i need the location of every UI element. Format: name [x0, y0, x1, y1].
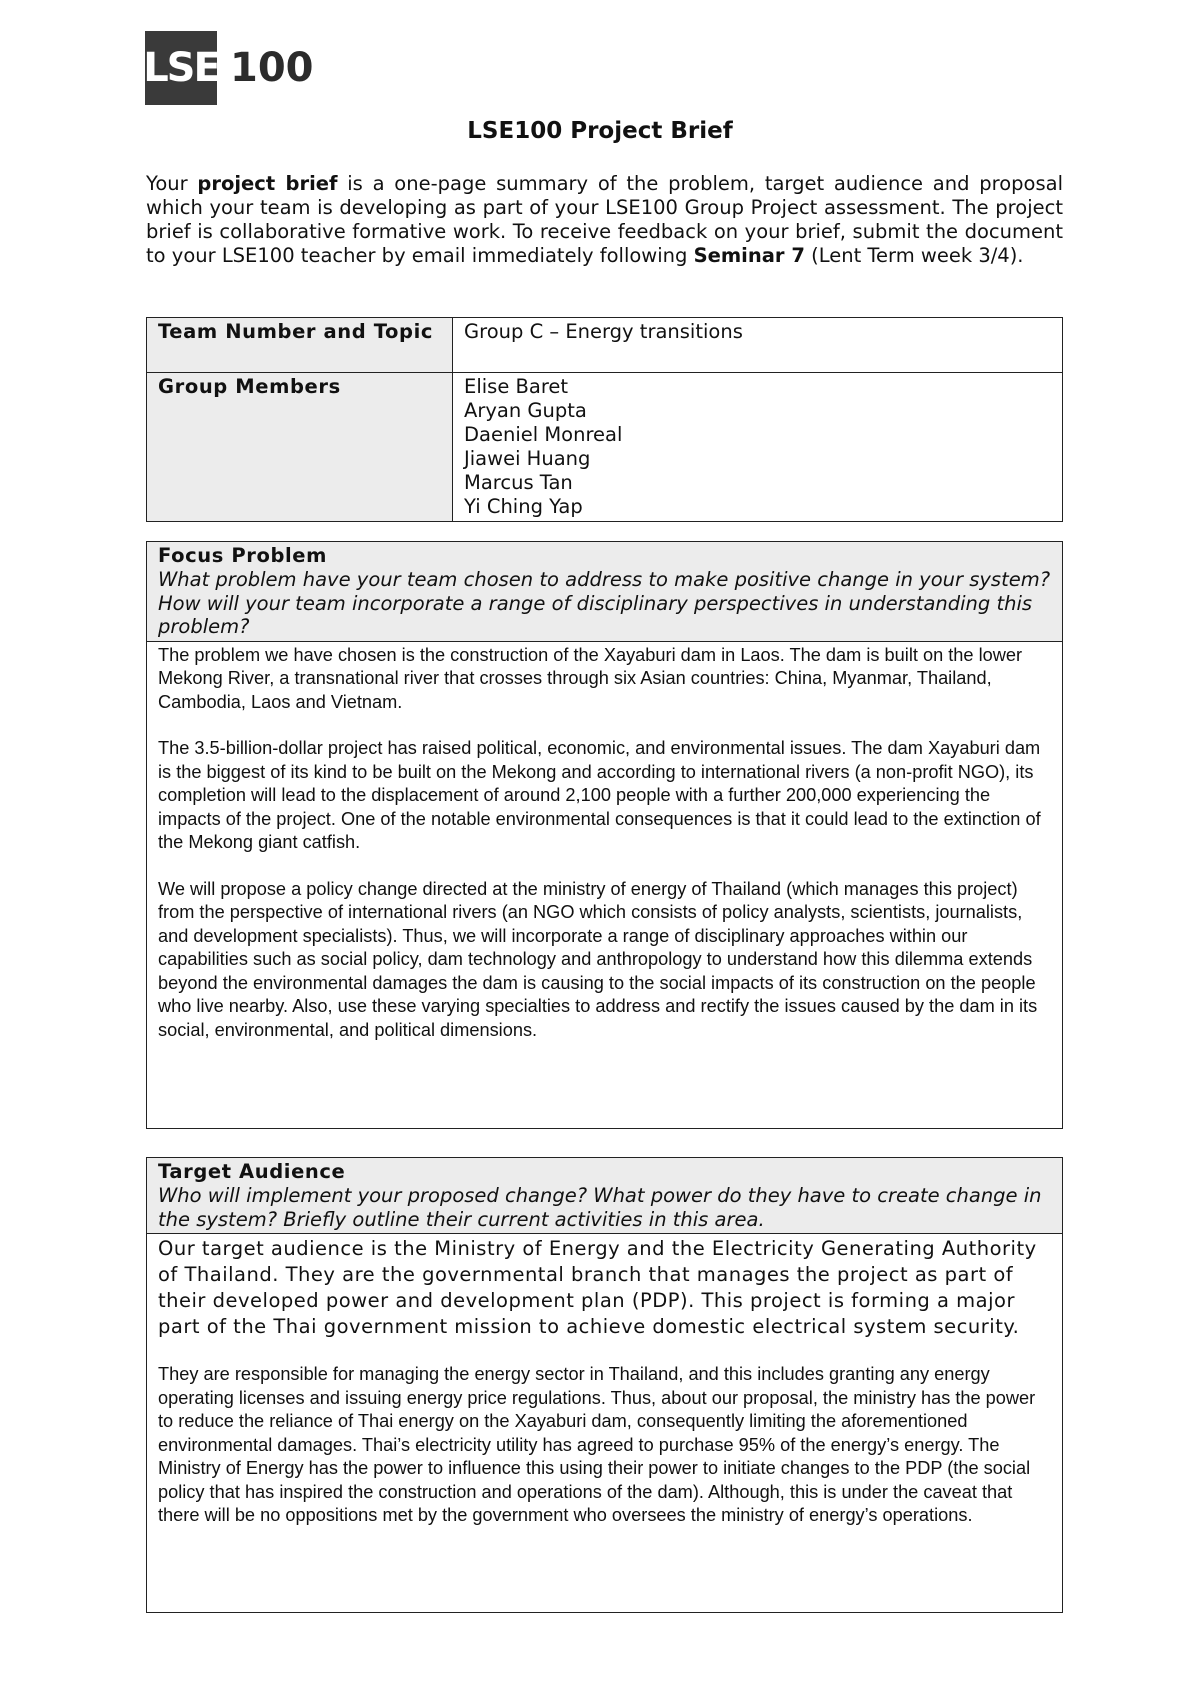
- focus-paragraph-2: The 3.5-billion-dollar project has raised political, economic, and environmental issues. The dam Xayaburi dam is the biggest of its kind to be built on the Mekong and according to international rivers (a non-profit NGO), its completion will lead to the displacement of around 2,100 people with a further 200,000 experiencing the impacts of the project. One of the notable environmental consequences is that it could lead to the extinction of the Mekong giant catfish.: [158, 738, 1041, 852]
- focus-problem-section: [146, 541, 1063, 1129]
- member-name: Jiawei Huang: [464, 447, 591, 470]
- team-table: [146, 317, 1063, 522]
- lse-logo-box: LSE: [145, 31, 217, 105]
- focus-problem-header: [147, 542, 1062, 642]
- target-audience-title: Target Audience: [158, 1160, 346, 1183]
- group-members-row: [147, 373, 1063, 522]
- target-audience-question: Who will implement your proposed change? What power do they have to create change in the system? Briefly outline their current activities in this area.: [158, 1184, 1042, 1231]
- focus-problem-title: Focus Problem: [158, 544, 328, 567]
- team-topic-row: [147, 318, 1063, 373]
- focus-problem-question: What problem have your team chosen to address to make positive change in your system? How will your team incorporate a range of disciplinary perspectives in understanding this problem?: [158, 568, 1051, 638]
- lse100-logo: [145, 31, 314, 105]
- member-name: Aryan Gupta: [464, 399, 587, 422]
- target-audience-body: [147, 1234, 1062, 1553]
- member-name: Marcus Tan: [464, 471, 573, 494]
- intro-bold-2: Seminar 7: [693, 244, 805, 267]
- intro-bold-1: project brief: [197, 172, 338, 195]
- intro-text-3: (Lent Term week 3/4).: [804, 244, 1024, 267]
- group-members-list: [453, 373, 1063, 522]
- team-topic-label: Team Number and Topic: [147, 318, 453, 373]
- focus-paragraph-3: We will propose a policy change directed at the ministry of energy of Thailand (which manages this project) from the perspective of international rivers (an NGO which consists of policy analysts, scientists, journalists, and development specialists). Thus, we will incorporate a range of disciplinary approaches within our capabilities such as social policy, dam technology and anthropology to understand how this dilemma extends beyond the environmental damages the dam is causing to the social impacts of its construction on the people who live nearby. Also, use these varying specialties to address and rectify the issues caused by the dam in its social, environmental, and political dimensions.: [158, 878, 1038, 1040]
- target-audience-header: [147, 1158, 1062, 1234]
- intro-paragraph: [146, 172, 1063, 268]
- team-topic-value: Group C – Energy transitions: [453, 318, 1063, 373]
- page-title: LSE100 Project Brief: [467, 118, 733, 144]
- intro-text-1: Your: [146, 172, 198, 195]
- target-audience-section: [146, 1157, 1063, 1613]
- intro-text-2: is a one-page summary of the problem, target audience and proposal which your team is developing as part of your LSE100 Group Project assessment. The project brief is collaborative formative work. To receive feedback on your brief, submit the document to your LSE100 teacher by email immediately following: [146, 172, 1063, 267]
- audience-paragraph-2: They are responsible for managing the energy sector in Thailand, and this includes granting any energy operating licenses and issuing energy price regulations. Thus, about our proposal, the ministry has the power to reduce the reliance of Thai energy on the Xayaburi dam, consequently limiting the aforementioned environmental damages. Thai’s electricity utility has agreed to purchase 95% of the energy’s energy. The Ministry of Energy has the power to influence this using their power to initiate changes to the PDP (the social policy that has inspired the construction and operations of the dam). Although, this is under the caveat that there will be no oppositions met by the government who oversees the ministry of energy’s operations.: [158, 1364, 1036, 1525]
- group-members-label: Group Members: [147, 373, 453, 522]
- logo-number: 100: [230, 45, 314, 91]
- focus-problem-body: [147, 642, 1062, 1068]
- member-name: Elise Baret: [464, 375, 569, 398]
- focus-paragraph-1: The problem we have chosen is the construction of the Xayaburi dam in Laos. The dam is built on the lower Mekong River, a transnational river that crosses through six Asian countries: China, Myanmar, Thailand, Cambodia, Laos and Vietnam.: [158, 644, 1023, 712]
- member-name: Daeniel Monreal: [464, 423, 623, 446]
- member-name: Yi Ching Yap: [464, 495, 583, 518]
- audience-paragraph-1: Our target audience is the Ministry of Energy and the Electricity Generating Authority of Thailand. They are the governmental branch that manages the project as part of their developed power and development plan (PDP). This project is forming a major part of the Thai government mission to achieve domestic electrical system security.: [158, 1237, 1037, 1338]
